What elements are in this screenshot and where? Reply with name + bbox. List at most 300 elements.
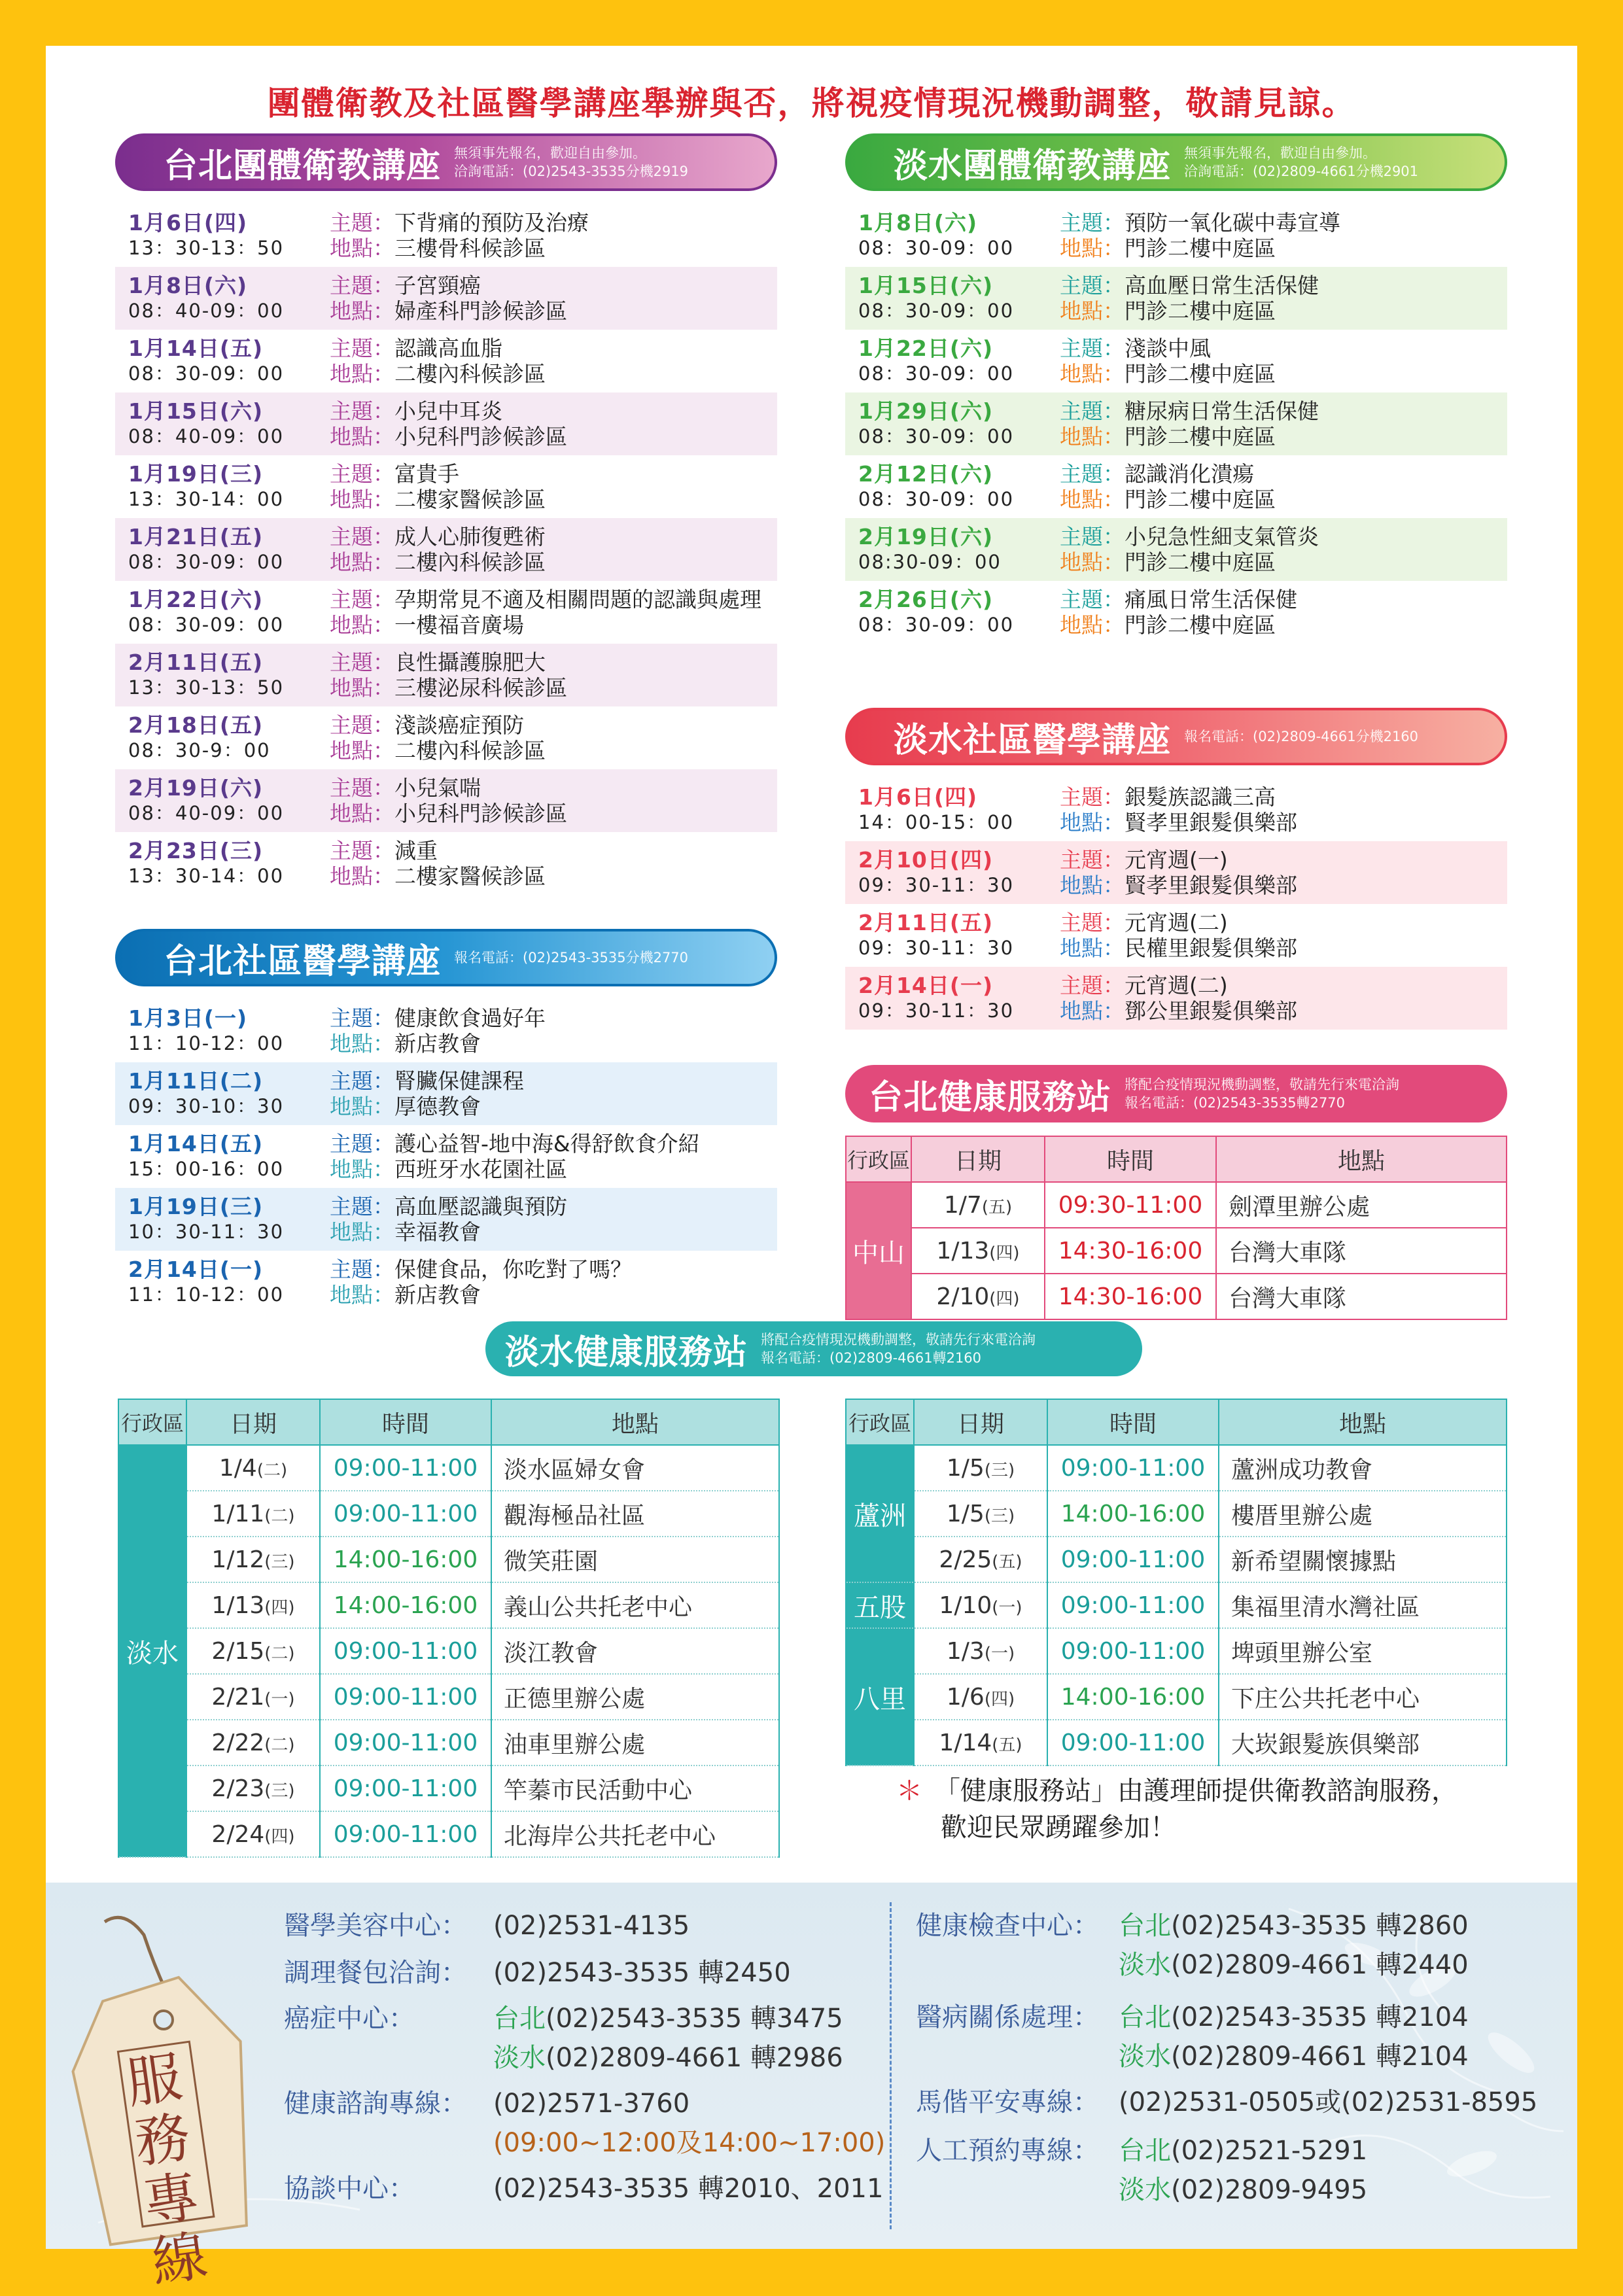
event-info [1060, 910, 1297, 961]
event-info [330, 210, 589, 261]
event-time: 08：30-09：00 [858, 362, 1015, 385]
tamsui-group-list [845, 204, 1507, 644]
event-place-line [1060, 873, 1297, 898]
relations-taipei[interactable] [1119, 1998, 1469, 2037]
taipei-station-note1: 將配合疫情現況機動調整，敬請先行來電洽詢 [1125, 1077, 1400, 1092]
tamsui-station-table-left [118, 1399, 780, 1858]
event-info [330, 587, 761, 638]
event-time: 09：30-11：30 [858, 874, 1015, 896]
place-label: 地點： [330, 1094, 394, 1119]
counsel-center-line [284, 2169, 883, 2208]
station-time: 09:00-11:00 [1047, 1720, 1219, 1765]
event-time: 11：10-12：00 [128, 1283, 285, 1306]
event-place: 二樓內科候診區 [394, 738, 546, 763]
station-weekday: (二) [264, 1506, 295, 1526]
station-date-day: 2/23 [211, 1775, 265, 1802]
event-info [330, 461, 546, 512]
station-time: 09:00-11:00 [1047, 1537, 1219, 1582]
station-date [186, 1491, 320, 1537]
col-header-date: 日期 [186, 1399, 320, 1445]
station-weekday: (四) [984, 1689, 1015, 1709]
booking-taipei[interactable] [1119, 2131, 1367, 2170]
event-datetime [128, 838, 330, 889]
event-datetime [128, 398, 330, 449]
event-row [115, 518, 777, 581]
station-date-day: 2/21 [211, 1683, 265, 1711]
event-place: 小兒科門診候診區 [394, 801, 567, 826]
station-date-day: 1/4 [218, 1454, 257, 1482]
event-row [115, 1188, 777, 1251]
station-location: 新希望關懷據點 [1219, 1537, 1507, 1582]
taipei-station-banner [845, 1065, 1507, 1122]
counsel-center-label: 協談中心： [284, 2174, 415, 2204]
event-theme-line [330, 712, 546, 738]
station-date-day: 1/13 [211, 1592, 265, 1619]
event-time: 08：30-09：00 [858, 488, 1015, 510]
event-theme: 減重 [394, 838, 438, 863]
site-taipei: 台北 [493, 2004, 546, 2034]
event-place-line [1060, 235, 1340, 261]
place-label: 地點： [330, 361, 394, 387]
station-time: 09:00-11:00 [1047, 1445, 1219, 1491]
theme-label: 主題： [1060, 524, 1125, 549]
checkup-taipei[interactable] [1119, 1906, 1469, 1945]
event-theme: 元宵週(一) [1125, 847, 1228, 873]
event-datetime [128, 650, 330, 701]
theme-label: 主題： [1060, 784, 1125, 810]
theme-label: 主題： [1060, 398, 1125, 424]
event-time: 08：40-09：00 [128, 802, 285, 824]
table-row [846, 1182, 1507, 1228]
theme-label: 主題： [330, 838, 394, 863]
event-place-line [1060, 549, 1319, 575]
theme-label: 主題： [330, 1194, 394, 1219]
tamsui-station-note1: 將配合疫情現況機動調整，敬請先行來電洽詢 [761, 1332, 1036, 1348]
event-date: 2月10日(四) [858, 847, 994, 873]
beauty-center-label: 醫學美容中心： [284, 1911, 467, 1941]
event-place-line [1060, 298, 1319, 324]
taipei-group-list [115, 204, 777, 895]
event-date: 1月8日(六) [128, 273, 248, 298]
checkup-center-label: 健康檢查中心： [916, 1911, 1099, 1941]
station-date [186, 1537, 320, 1582]
event-place: 二樓家醫候診區 [394, 863, 546, 889]
event-theme-line [330, 1068, 524, 1094]
event-info [330, 398, 567, 449]
table-row [118, 1537, 779, 1582]
place-label: 地點： [330, 298, 394, 324]
event-theme: 糖尿病日常生活保健 [1125, 398, 1319, 424]
event-time: 08：30-9：00 [128, 739, 271, 761]
station-location: 油車里辦公處 [491, 1720, 779, 1765]
station-date-day: 1/3 [946, 1637, 985, 1665]
theme-label: 主題： [330, 461, 394, 487]
event-place: 鄧公里銀髮俱樂部 [1125, 998, 1297, 1024]
event-date: 1月6日(四) [128, 210, 248, 235]
event-datetime [858, 973, 1060, 1024]
theme-label: 主題： [330, 273, 394, 298]
event-theme-line [330, 1194, 567, 1219]
event-theme-line [330, 1131, 700, 1157]
tamsui-community-banner [845, 708, 1507, 765]
safety-phone[interactable]: (02)2531-0505或(02)2531-8595 [1119, 2087, 1538, 2117]
table-row [118, 1765, 779, 1811]
event-info [330, 838, 546, 889]
event-place-line [330, 424, 567, 449]
theme-label: 主題： [1060, 587, 1125, 612]
event-time: 13：30-14：00 [128, 488, 285, 510]
station-weekday: (三) [264, 1552, 295, 1572]
event-place: 幸福教會 [394, 1219, 481, 1245]
event-date: 1月8日(六) [858, 210, 978, 235]
event-row [115, 267, 777, 330]
event-theme: 高血壓認識與預防 [394, 1194, 567, 1219]
footnote-mark: ＊ [896, 1776, 922, 1806]
station-date-day: 2/24 [211, 1820, 265, 1848]
place-label: 地點： [1060, 487, 1125, 512]
event-datetime [858, 847, 1060, 898]
health-consult-hours: (09:00~12:00及14:00~17:00) [493, 2128, 886, 2158]
table-row [846, 1720, 1507, 1765]
event-place-line [330, 549, 546, 575]
event-row [845, 518, 1507, 581]
event-theme: 認識消化潰瘍 [1125, 461, 1254, 487]
event-place: 門診二樓中庭區 [1125, 235, 1276, 261]
theme-label: 主題： [330, 336, 394, 361]
station-date [914, 1537, 1047, 1582]
taipei-group-note2: 洽詢電話：(02)2543-3535分機2919 [454, 164, 689, 179]
event-info [1060, 461, 1276, 512]
booking-line [916, 2131, 1367, 2170]
event-info [330, 1194, 567, 1245]
station-weekday: (三) [984, 1506, 1015, 1526]
event-theme-line [330, 336, 546, 361]
booking-taipei-phone: (02)2521-5291 [1171, 2136, 1368, 2166]
station-date [911, 1274, 1045, 1319]
place-label: 地點： [1060, 235, 1125, 261]
tamsui-community-note: 報名電話：(02)2809-4661分機2160 [1184, 729, 1419, 744]
event-theme: 腎臟保健課程 [394, 1068, 524, 1094]
event-datetime [128, 210, 330, 261]
event-datetime [128, 775, 330, 826]
event-date: 1月3日(一) [128, 1005, 248, 1031]
place-label: 地點： [330, 487, 394, 512]
relations-tamsui-phone: (02)2809-4661 轉2104 [1171, 2042, 1469, 2072]
event-time: 13：30-13：50 [128, 676, 285, 699]
theme-label: 主題： [1060, 336, 1125, 361]
station-date [186, 1765, 320, 1811]
tamsui-community-list [845, 778, 1507, 1030]
checkup-tamsui[interactable] [1119, 1945, 1469, 1985]
event-date: 1月19日(三) [128, 1194, 264, 1219]
event-theme-line [1060, 524, 1319, 549]
event-theme: 子宮頸癌 [394, 273, 481, 298]
event-place: 三樓骨科候診區 [394, 235, 546, 261]
event-row [845, 204, 1507, 267]
event-place: 一樓福音廣場 [394, 612, 524, 638]
event-datetime [858, 784, 1060, 835]
beauty-center-phone[interactable]: (02)2531-4135 [493, 1911, 690, 1941]
event-place: 新店教會 [394, 1031, 481, 1056]
table-row [846, 1674, 1507, 1720]
tamsui-group-note2: 洽詢電話：(02)2809-4661分機2901 [1184, 164, 1419, 179]
event-theme: 下背痛的預防及治療 [394, 210, 589, 235]
meal-inquiry-line [284, 1953, 791, 1992]
event-theme-line [330, 838, 546, 863]
site-tamsui: 淡水 [493, 2043, 546, 2073]
station-time: 09:00-11:00 [320, 1445, 491, 1491]
booking-tamsui[interactable] [1119, 2170, 1367, 2210]
event-time: 09：30-11：30 [858, 937, 1015, 959]
station-time: 14:00-16:00 [1047, 1491, 1219, 1537]
station-location: 埤頭里辦公室 [1219, 1628, 1507, 1674]
event-place: 小兒科門診候診區 [394, 424, 567, 449]
event-theme-line [330, 775, 567, 801]
station-time: 09:00-11:00 [1047, 1582, 1219, 1628]
meal-inquiry-phone[interactable]: (02)2543-3535 轉2450 [493, 1958, 791, 1988]
col-header-date: 日期 [911, 1136, 1045, 1182]
station-weekday: (四) [989, 1289, 1020, 1309]
tamsui-community-title: 淡水社區醫學講座 [894, 720, 1172, 760]
booking-label: 人工預約專線： [916, 2136, 1099, 2166]
cancer-center-label: 癌症中心： [284, 2004, 415, 2034]
station-weekday: (一) [992, 1597, 1022, 1618]
event-place-line [1060, 487, 1276, 512]
district-cell: 淡水 [118, 1445, 186, 1857]
event-info [330, 273, 567, 324]
event-row [845, 392, 1507, 455]
event-place-line [330, 361, 546, 387]
station-weekday: (四) [264, 1597, 295, 1618]
place-label: 地點： [1060, 935, 1125, 961]
place-label: 地點： [330, 235, 394, 261]
safety-line [916, 2083, 1537, 2122]
taipei-community-title: 台北社區醫學講座 [164, 941, 442, 981]
event-time: 10：30-11：30 [128, 1221, 285, 1243]
station-date [186, 1628, 320, 1674]
station-weekday: (三) [984, 1460, 1015, 1480]
table-row [118, 1720, 779, 1765]
event-datetime [128, 273, 330, 324]
relations-taipei-phone: (02)2543-3535 轉2104 [1171, 2002, 1469, 2032]
cancer-center-taipei[interactable] [493, 1999, 843, 2038]
event-theme-line [330, 587, 761, 612]
station-location: 觀海極品社區 [491, 1491, 779, 1537]
event-theme: 成人心肺復甦術 [394, 524, 546, 549]
taipei-station-note [1125, 1075, 1399, 1112]
event-time: 08：40-09：00 [128, 425, 285, 447]
event-date: 1月14日(五) [128, 1131, 264, 1157]
taipei-station-title: 台北健康服務站 [869, 1077, 1112, 1117]
table-row [118, 1582, 779, 1628]
col-header-location: 地點 [1216, 1136, 1507, 1182]
theme-label: 主題： [330, 775, 394, 801]
tamsui-station-note2: 報名電話：(02)2809-4661轉2160 [761, 1350, 982, 1366]
station-location: 北海岸公共托老中心 [491, 1811, 779, 1857]
theme-label: 主題： [330, 524, 394, 549]
event-place-line [330, 1219, 567, 1245]
event-info [1060, 210, 1340, 261]
station-location: 下庄公共托老中心 [1219, 1674, 1507, 1720]
station-location: 義山公共托老中心 [491, 1582, 779, 1628]
event-theme: 良性攝護腺肥大 [394, 650, 546, 675]
col-header-district: 行政區 [118, 1399, 186, 1445]
station-time: 14:30-16:00 [1045, 1274, 1216, 1319]
event-datetime [858, 910, 1060, 961]
event-datetime [128, 1005, 330, 1056]
table-row [118, 1674, 779, 1720]
place-label: 地點： [330, 675, 394, 701]
place-label: 地點： [330, 1031, 394, 1056]
district-cell: 五股 [846, 1582, 914, 1628]
cancer-taipei-phone: (02)2543-3535 轉3475 [546, 2004, 843, 2034]
station-date [186, 1674, 320, 1720]
event-datetime [128, 587, 330, 638]
event-datetime [128, 712, 330, 763]
theme-label: 主題： [330, 398, 394, 424]
place-label: 地點： [330, 549, 394, 575]
event-date: 1月15日(六) [858, 273, 994, 298]
event-theme-line [330, 524, 546, 549]
station-date-day: 1/13 [936, 1237, 990, 1264]
event-place-line [1060, 998, 1297, 1024]
tamsui-station-table-right [845, 1399, 1507, 1766]
event-datetime [128, 1257, 330, 1308]
station-date-day: 1/5 [946, 1454, 985, 1482]
event-row [845, 330, 1507, 392]
event-row [115, 832, 777, 895]
station-time: 09:00-11:00 [320, 1674, 491, 1720]
place-label: 地點： [1060, 612, 1125, 638]
event-date: 2月26日(六) [858, 587, 994, 612]
event-date: 2月19日(六) [128, 775, 264, 801]
event-info [330, 1257, 632, 1308]
event-datetime [858, 336, 1060, 387]
station-time: 09:00-11:00 [320, 1720, 491, 1765]
event-place: 門診二樓中庭區 [1125, 487, 1276, 512]
station-time: 09:30-11:00 [1045, 1182, 1216, 1228]
event-info [330, 336, 546, 387]
checkup-tamsui-phone: (02)2809-4661 轉2440 [1171, 1950, 1469, 1980]
station-weekday: (五) [992, 1552, 1022, 1572]
place-label: 地點： [330, 612, 394, 638]
health-consult-phone[interactable]: (02)2571-3760 [493, 2089, 690, 2119]
col-header-location: 地點 [1219, 1399, 1507, 1445]
event-info [330, 775, 567, 826]
tamsui-station-banner [485, 1321, 1142, 1376]
station-weekday: (二) [264, 1643, 295, 1663]
theme-label: 主題： [1060, 973, 1125, 998]
event-theme: 孕期常見不適及相關問題的認識與處理 [394, 587, 761, 612]
table-row [846, 1491, 1507, 1537]
event-theme-line [330, 210, 589, 235]
theme-label: 主題： [330, 712, 394, 738]
event-theme-line [1060, 210, 1340, 235]
event-date: 1月15日(六) [128, 398, 264, 424]
place-label: 地點： [330, 801, 394, 826]
table-row [118, 1491, 779, 1537]
station-time: 14:30-16:00 [1045, 1228, 1216, 1274]
health-consult-line [284, 2084, 689, 2123]
event-theme: 富貴手 [394, 461, 459, 487]
cancer-center-tamsui[interactable] [493, 2038, 843, 2078]
event-place: 厚德教會 [394, 1094, 481, 1119]
event-date: 2月14日(一) [858, 973, 994, 998]
station-location: 集福里清水灣社區 [1219, 1582, 1507, 1628]
theme-label: 主題： [330, 1257, 394, 1282]
theme-label: 主題： [330, 587, 394, 612]
event-theme-line [1060, 398, 1319, 424]
event-theme: 痛風日常生活保健 [1125, 587, 1297, 612]
event-info [330, 1005, 546, 1056]
station-date [914, 1674, 1047, 1720]
station-location: 正德里辦公處 [491, 1674, 779, 1720]
event-time: 08：30-09：00 [128, 614, 285, 636]
place-label: 地點： [1060, 998, 1125, 1024]
theme-label: 主題： [1060, 910, 1125, 935]
site-taipei: 台北 [1119, 1911, 1171, 1941]
station-weekday: (一) [264, 1689, 295, 1709]
event-row [115, 455, 777, 518]
station-location: 台灣大車隊 [1216, 1228, 1507, 1274]
event-row [845, 967, 1507, 1030]
place-label: 地點： [1060, 361, 1125, 387]
station-date [186, 1582, 320, 1628]
event-theme-line [1060, 273, 1319, 298]
station-location: 微笑莊園 [491, 1537, 779, 1582]
event-date: 1月22日(六) [128, 587, 264, 612]
event-time: 08：30-09：00 [128, 362, 285, 385]
counsel-center-phone[interactable]: (02)2543-3535 轉2010、2011 [493, 2174, 884, 2204]
right-column [845, 133, 1507, 1320]
event-time: 08：40-09：00 [128, 300, 285, 322]
taipei-community-banner [115, 929, 777, 986]
station-weekday: (四) [264, 1826, 295, 1847]
safety-label: 馬偕平安專線： [916, 2087, 1099, 2117]
event-place-line [330, 863, 546, 889]
event-place: 新店教會 [394, 1282, 481, 1308]
relations-tamsui[interactable] [1119, 2037, 1469, 2076]
station-location: 淡水區婦女會 [491, 1445, 779, 1491]
event-place-line [330, 1031, 546, 1056]
booking-tamsui-phone: (02)2809-9495 [1171, 2175, 1368, 2205]
event-place-line [330, 235, 589, 261]
station-time: 14:00-16:00 [1047, 1674, 1219, 1720]
event-time: 08：30-09：00 [858, 300, 1015, 322]
event-place: 二樓家醫候診區 [394, 487, 546, 512]
event-place: 西班牙水花園社區 [394, 1157, 567, 1182]
station-date [914, 1582, 1047, 1628]
taipei-community-note: 報名電話：(02)2543-3535分機2770 [454, 950, 689, 965]
event-row [115, 706, 777, 769]
station-date [911, 1182, 1045, 1228]
station-time: 09:00-11:00 [1047, 1628, 1219, 1674]
tamsui-group-note1: 無須事先報名，歡迎自由參加。 [1184, 145, 1377, 161]
event-info [1060, 336, 1276, 387]
tamsui-station-note [761, 1331, 1036, 1367]
relations-line [916, 1998, 1469, 2037]
event-datetime [858, 210, 1060, 261]
event-row [845, 581, 1507, 644]
district-cell: 蘆洲 [846, 1445, 914, 1582]
meal-inquiry-label: 調理餐包洽詢： [284, 1958, 467, 1988]
table-row [846, 1445, 1507, 1491]
event-time: 11：10-12：00 [128, 1032, 285, 1054]
station-date [914, 1720, 1047, 1765]
footer-divider [890, 1902, 892, 2229]
station-date-day: 1/10 [939, 1592, 992, 1619]
event-place-line [1060, 810, 1297, 835]
